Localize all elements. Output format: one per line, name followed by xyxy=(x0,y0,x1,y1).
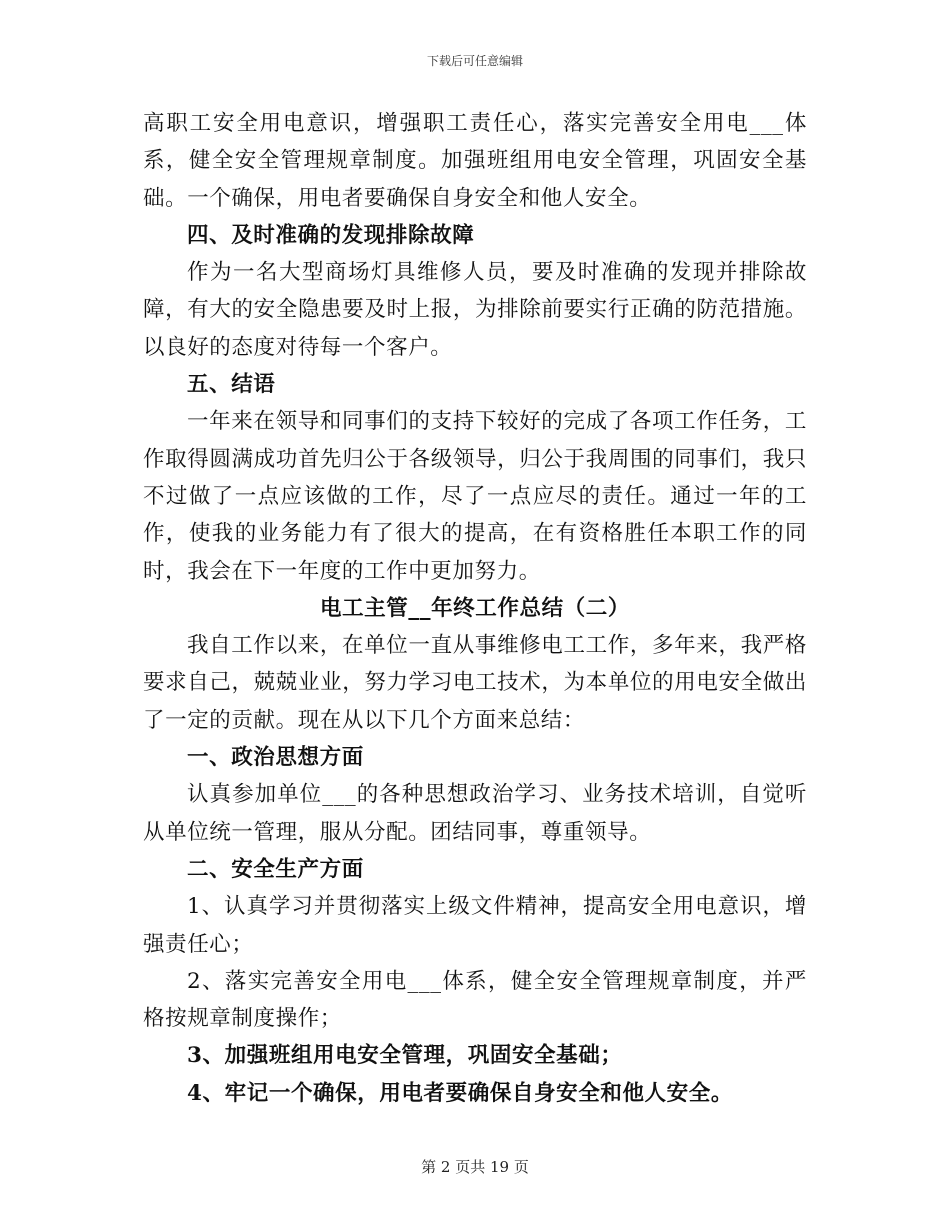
section-heading-political: 一、政治思想方面 xyxy=(187,745,364,771)
document-title-part-2: 电工主管__年终工作总结（二） xyxy=(319,595,630,621)
page-header: 下载后可任意编辑 xyxy=(426,54,523,68)
paragraph-fault-handling: 作为一名大型商场灯具维修人员，要及时准确的发现并排除故障，有大的安全隐患要及时上报，为排除前要实行正确的防范措施。以良好的态度对待每一个客户。 xyxy=(143,260,807,360)
list-item-4: 4、牢记一个确保，用电者要确保自身安全和他人安全。 xyxy=(187,1080,733,1106)
section-heading-4: 四、及时准确的发现排除故障 xyxy=(187,222,475,248)
document-body xyxy=(143,105,807,1112)
paragraph-conclusion: 一年来在领导和同事们的支持下较好的完成了各项工作任务，工作取得圆满成功首先归公于各级领导，归公于我周围的同事们，我只不过做了一点应该做的工作，尽了一点应尽的责任。通过一年的工作，使我的业务能力有了很大的提高，在有资格胜任本职工作的同时，我会在下一年度的工作中更加努力。 xyxy=(143,409,807,584)
paragraph-political: 认真参加单位___的各种思想政治学习、业务技术培训，自觉听从单位统一管理，服从分配。团结同事，尊重领导。 xyxy=(143,782,807,845)
paragraph-introduction: 我自工作以来，在单位一直从事维修电工工作，多年来，我严格要求自己，兢兢业业，努力学习电工技术，为本单位的用电安全做出了一定的贡献。现在从以下几个方面来总结： xyxy=(143,633,807,733)
list-item-2: 2、落实完善安全用电___体系，健全安全管理规章制度，并严格按规章制度操作； xyxy=(143,968,807,1032)
list-item-1: 1、认真学习并贯彻落实上级文件精神，提高安全用电意识，增强责任心； xyxy=(143,894,807,957)
page-number: 第 2 页共 19 页 xyxy=(421,1158,529,1176)
list-item-3: 3、加强班组用电安全管理，巩固安全基础； xyxy=(187,1043,623,1069)
paragraph-intro-continuation: 高职工安全用电意识，增强职工责任心，落实完善安全用电___体系，健全安全管理规章制度。加强班组用电安全管理，巩固安全基础。一个确保，用电者要确保自身安全和他人安全。 xyxy=(143,111,807,211)
section-heading-5: 五、结语 xyxy=(187,372,276,398)
section-heading-safety: 二、安全生产方面 xyxy=(187,856,364,882)
